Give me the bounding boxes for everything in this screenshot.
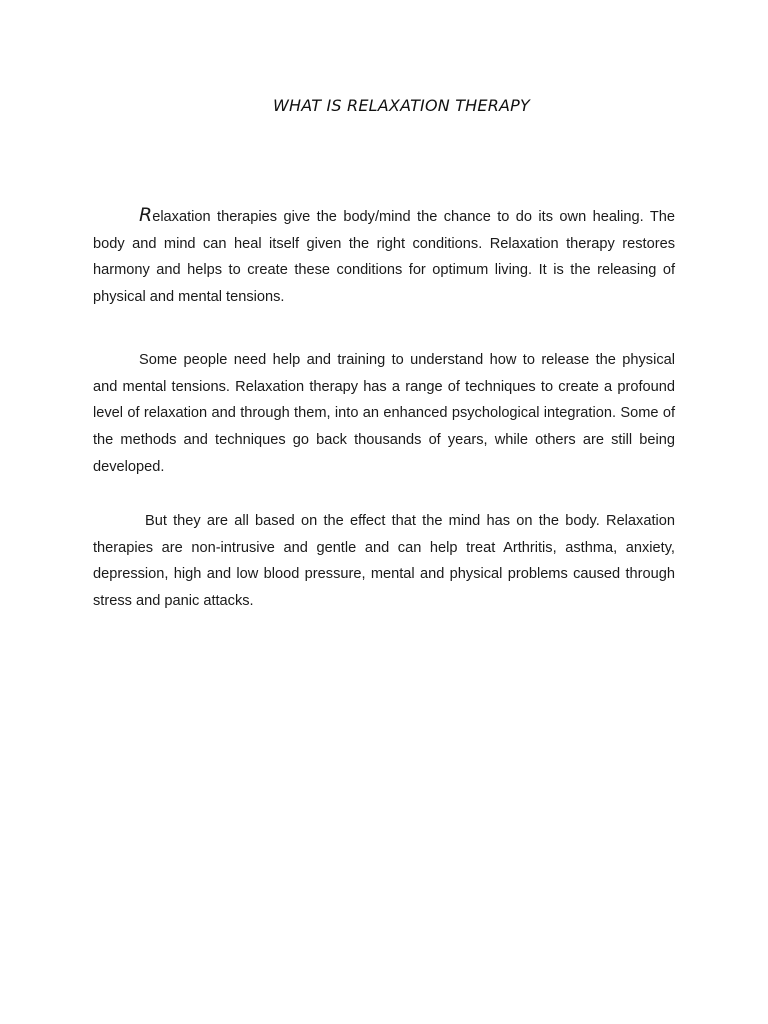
paragraph-1-text: elaxation therapies give the body/mind the chance to do its own healing. The body and mind can heal itself given the right conditions. Relaxation therapy restores harmony and helps to create these conditions for optimum living. It is the releasing of physical and mental tensions. (93, 209, 675, 306)
page-title: WHAT IS RELAXATION THERAPY (272, 96, 531, 115)
paragraph-3: But they are all based on the effect that the mind has on the body. Relaxation therapies are non-intrusive and gentle and can help treat Arthritis, asthma, anxiety, depression, high and low blood pressure, mental and physical problems caused through stress and panic attacks. (93, 513, 675, 610)
paragraph-2: Some people need help and training to understand how to release the physical and mental tensions. Relaxation therapy has a range of techniques to create a profound level of relaxation and through them, into an enhanced psychological integration. Some of the methods and techniques go back thousands of years, while others are still being developed. (93, 352, 675, 475)
drop-cap: R (139, 204, 153, 226)
paragraph-1 (93, 204, 675, 311)
